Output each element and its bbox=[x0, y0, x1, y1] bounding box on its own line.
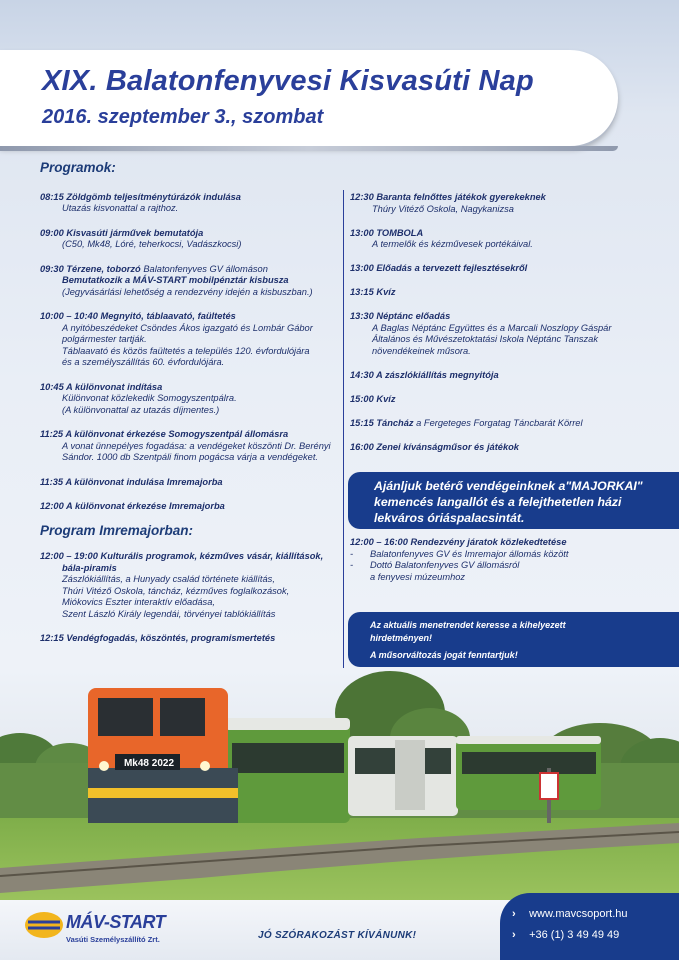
rendezveny-item: - Dottó Balatonfenyves GV állomásról bbox=[350, 560, 650, 572]
entry-title: 09:30 Térzene, toborzó bbox=[40, 263, 141, 274]
mav-start-logo bbox=[24, 906, 194, 952]
program-entry bbox=[350, 442, 650, 454]
program-entry bbox=[40, 264, 340, 299]
program-entry bbox=[40, 192, 340, 215]
coach-1 bbox=[225, 718, 350, 823]
entry-detail: Táblaavató és közös faültetés a település 120. évfordulójára bbox=[62, 345, 310, 356]
chevron-right-icon: › bbox=[512, 908, 516, 920]
notice-line: Az aktuális menetrendet keresse a kihelyezett bbox=[370, 620, 566, 630]
train-illustration bbox=[0, 668, 679, 904]
program-entry bbox=[350, 311, 650, 357]
imremajor-heading: Program Imremajorban: bbox=[40, 522, 194, 538]
program-entry bbox=[350, 370, 650, 382]
program-entry bbox=[40, 551, 340, 620]
entry-detail: Thúri Vitéző Oskola, táncház, kézműves foglalkozások, bbox=[62, 585, 290, 596]
left-program-column bbox=[40, 162, 340, 658]
notice-line: A műsorváltozás jogát fenntartjuk! bbox=[370, 650, 518, 660]
mav-start-logo-icon bbox=[24, 910, 64, 940]
slogan: JÓ SZÓRAKOZÁST KÍVÁNUNK! bbox=[258, 930, 417, 941]
entry-detail: Thúry Vitéző Oskola, Nagykanizsa bbox=[372, 203, 514, 214]
programs-heading: Programok: bbox=[40, 160, 116, 175]
highlight-line: kemencés langallót és a felejthetetlen házi bbox=[374, 495, 622, 509]
locomotive bbox=[88, 688, 238, 823]
entry-detail: A vonat ünnepélyes fogadása: a vendégeket köszönti Dr. Berényi bbox=[62, 440, 331, 451]
entry-title: 09:00 Kisvasúti járművek bemutatója bbox=[40, 227, 204, 238]
program-entry bbox=[350, 263, 650, 275]
program-entry bbox=[40, 311, 340, 369]
entry-bold-line: Bemutatkozik a MÁV-START mobilpénztár kisbusza bbox=[62, 275, 289, 285]
brand-subtitle: Vasúti Személyszállító Zrt. bbox=[66, 935, 160, 944]
phone-row[interactable] bbox=[512, 925, 628, 946]
entry-detail: Miókovics Eszter interaktív előadása, bbox=[62, 597, 215, 607]
entry-detail: (A különvonattal az utazás díjmentes.) bbox=[62, 404, 220, 415]
website-link[interactable]: www.mavcsoport.hu bbox=[529, 908, 628, 920]
entry-title-rest: a Fergeteges Forgatag Táncbarát Körrel bbox=[413, 417, 583, 428]
entry-title: 08:15 Zöldgömb teljesítménytúrázók indulása bbox=[40, 191, 241, 202]
train-number-plate: Mk48 2022 bbox=[123, 758, 175, 769]
entry-detail: A Baglas Néptánc Együttes és a Marcali Noszlopy Gáspár bbox=[372, 322, 612, 333]
notice-box bbox=[348, 612, 679, 667]
entry-detail: (Jegyvásárlási lehetőség a rendezvény idején a kisbuszban.) bbox=[62, 286, 313, 297]
entry-title: 12:00 – 19:00 Kulturális programok, kézműves vásár, kiállítások, bbox=[40, 551, 324, 561]
entry-detail: Utazás kisvonattal a rajthoz. bbox=[62, 203, 179, 213]
entry-title: 12:00 A különvonat érkezése Imremajorba bbox=[40, 501, 225, 511]
program-entry bbox=[40, 477, 340, 489]
entry-title: 12:30 Baranta felnőttes játékok gyerekeknek bbox=[350, 192, 546, 202]
coach-3 bbox=[456, 736, 601, 810]
entry-detail: Általános és Művészetoktatási Iskola Néptánc Tanszak bbox=[372, 334, 598, 344]
entry-bold-line: bála-piramis bbox=[62, 562, 117, 573]
entry-detail: A termelők és kézművesek portékáival. bbox=[372, 239, 533, 249]
event-title: XIX. Balatonfenyvesi Kisvasúti Nap bbox=[42, 65, 534, 97]
entry-title: 13:00 TOMBOLA bbox=[350, 227, 424, 238]
phone-number[interactable]: +36 (1) 3 49 49 49 bbox=[529, 929, 620, 941]
entry-title: 11:35 A különvonat indulása Imremajorba bbox=[40, 476, 223, 487]
entry-title: 12:15 Vendégfogadás, köszöntés, programismertetés bbox=[40, 633, 276, 643]
brand-name: MÁV-START bbox=[66, 912, 166, 932]
rendezveny-jaratok bbox=[350, 537, 650, 583]
program-entry bbox=[40, 633, 340, 645]
entry-title: 16:00 Zenei kívánságműsor és játékok bbox=[350, 441, 519, 452]
program-entry bbox=[40, 429, 340, 464]
majorkai-highlight-box bbox=[348, 472, 679, 529]
entry-title-rest: Balatonfenyves GV állomáson bbox=[140, 263, 268, 274]
rendezveny-item-cont: a fenyvesi múzeumhoz bbox=[370, 571, 466, 582]
entry-title: 15:15 Táncház bbox=[350, 417, 414, 428]
entry-detail: Zászlókiállítás, a Hunyady család története kiállítás, bbox=[62, 574, 275, 584]
program-entry bbox=[40, 501, 340, 513]
highlight-line: Ajánljuk betérő vendégeinknek a"MAJORKAI" bbox=[374, 479, 643, 493]
entry-title: 13:30 Néptánc előadás bbox=[350, 311, 451, 321]
entry-title: 14:30 A zászlókiállítás megnyitója bbox=[350, 369, 499, 380]
entry-detail: Sándor. 1000 db Szentpáli finom pogácsa várja a vendégeket. bbox=[62, 452, 319, 462]
program-entry bbox=[40, 382, 340, 417]
entry-title: 10:00 – 10:40 Megnyitó, táblaavató, faültetés bbox=[40, 311, 236, 321]
event-date: 2016. szeptember 3., szombat bbox=[42, 106, 324, 128]
notice-line: hirdetményen! bbox=[370, 633, 433, 643]
entry-detail: polgármester tartják. bbox=[62, 334, 147, 344]
highlight-line: lekváros óriáspalacsintát. bbox=[374, 511, 525, 525]
rendezveny-title: 12:00 – 16:00 Rendezvény járatok közlekedtetése bbox=[350, 537, 567, 547]
entry-detail: (C50, Mk48, Lóré, teherkocsi, Vadászkocsi) bbox=[62, 239, 242, 249]
column-divider bbox=[343, 190, 344, 668]
program-entry bbox=[350, 418, 650, 430]
entry-detail: növendékeinek műsora. bbox=[372, 345, 471, 356]
train-photo bbox=[0, 668, 679, 904]
chevron-right-icon: › bbox=[512, 929, 516, 941]
coach-2 bbox=[348, 736, 458, 816]
right-program-column bbox=[350, 192, 650, 466]
entry-title: 13:15 Kvíz bbox=[350, 287, 396, 297]
entry-title: 15:00 Kvíz bbox=[350, 393, 396, 404]
program-entry bbox=[350, 394, 650, 406]
program-entry bbox=[40, 228, 340, 251]
program-entry bbox=[350, 287, 650, 299]
rendezveny-item: - Balatonfenyves GV és Imremajor állomás között bbox=[350, 549, 650, 561]
entry-title: 10:45 A különvonat indítása bbox=[40, 381, 163, 392]
entry-title: 13:00 Előadás a tervezett fejlesztésekről bbox=[350, 263, 528, 273]
entry-detail: Szent László Király legendái, törvényei tablókiállítás bbox=[62, 608, 276, 619]
program-entry bbox=[350, 192, 650, 215]
program-entry bbox=[350, 228, 650, 251]
entry-detail: és a személyszállítás 60. évfordulójára. bbox=[62, 357, 225, 367]
title-banner bbox=[0, 50, 618, 146]
entry-detail: A nyitóbeszédeket Csöndes Ákos igazgató és Lombár Gábor bbox=[62, 322, 313, 333]
entry-detail: Különvonat közlekedik Somogyszentpálra. bbox=[62, 393, 237, 403]
contact-info bbox=[512, 904, 628, 946]
website-row[interactable] bbox=[512, 904, 628, 925]
entry-title: 11:25 A különvonat érkezése Somogyszentpál állomásra bbox=[40, 429, 289, 439]
